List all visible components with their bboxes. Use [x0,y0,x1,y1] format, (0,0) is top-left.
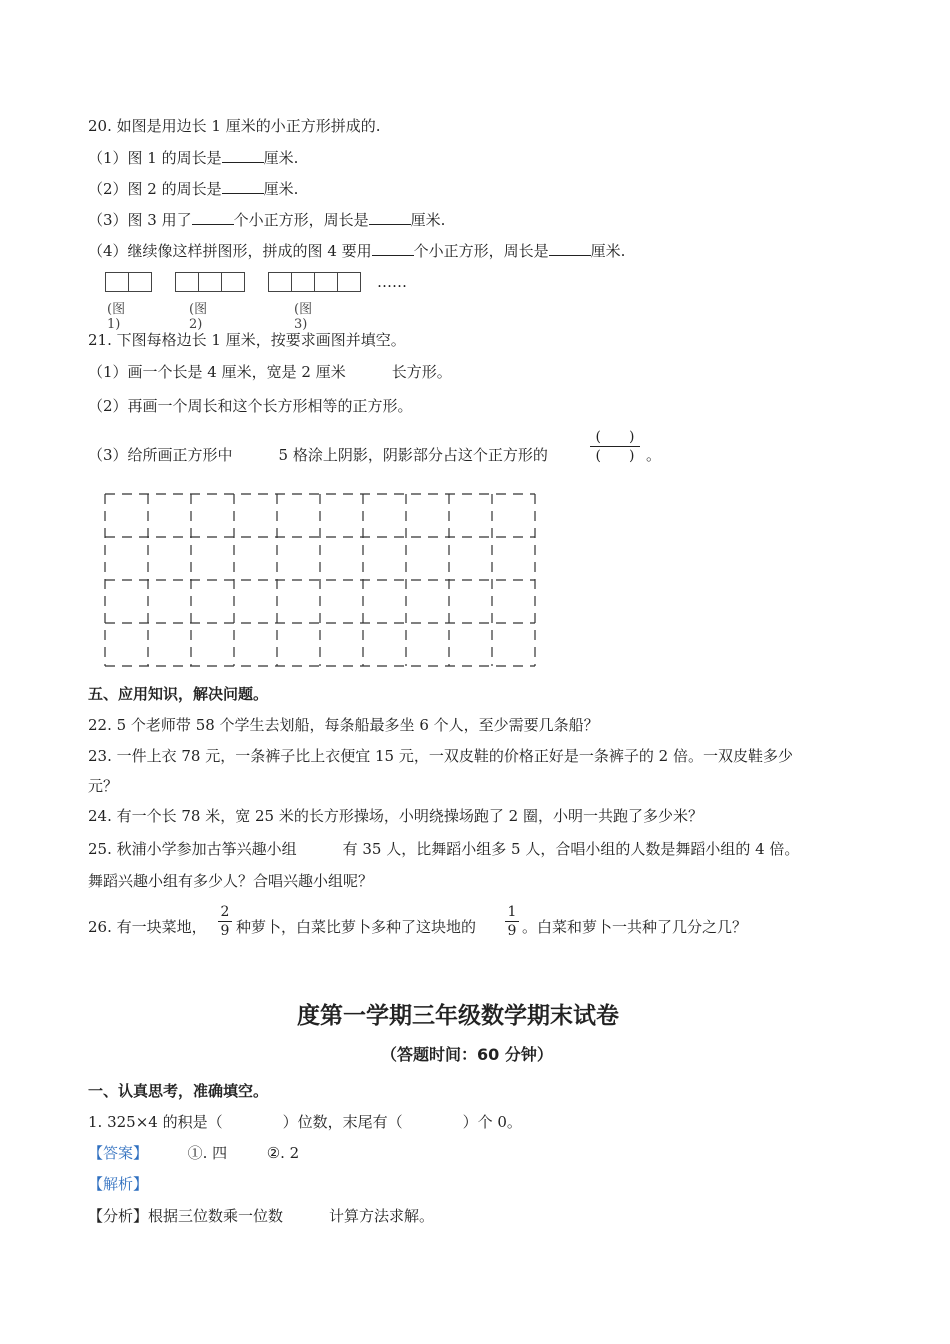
q25-line1: 25. 秋浦小学参加古筝兴趣小组 有 35 人，比舞蹈小组多 5 人，合唱小组的人数是舞蹈小组的 4 倍。 [88,840,800,858]
q23-line2: 元？ [88,777,119,795]
answer-blank[interactable] [369,209,411,225]
fraction-denominator: 9 [220,923,230,939]
fenxi-row: 【分析】根据三位数乘一位数 计算方法求解。 [88,1207,435,1225]
fraction-denominator[interactable]: ( ) [595,448,635,464]
q22: 22. 5 个老师带 58 个学生去划船，每条船最多坐 6 个人，至少需要几条船？ [88,716,599,734]
figure-caption: (图2) [189,302,208,332]
dashed-grid[interactable] [104,493,536,667]
q23-line1: 23. 一件上衣 78 元，一条裤子比上衣便宜 15 元，一双皮鞋的价格正好是一条裤子的 2 倍。一双皮鞋多少 [88,747,793,765]
q21-fraction [590,429,640,464]
fraction-numerator: 2 [220,904,230,920]
answer-2: ②. 2 [266,1144,300,1162]
q26-part-c: 。白菜和萝卜一共种了几分之几？ [522,918,748,936]
fenxi-label: 【分析】 [88,1207,149,1225]
q20-part1: （1）图 1 的周长是 厘米. [88,149,299,167]
q20-part2: （2）图 2 的周长是 厘米. [88,180,299,198]
q21-period: 。 [646,446,662,464]
q1: 1. 325×4 的积是（ ）位数，末尾有（ ）个 0。 [88,1113,522,1131]
answer-blank[interactable] [222,178,264,194]
section-5-heading: 五、应用知识，解决问题。 [88,685,269,703]
fraction-numerator[interactable]: ( ) [595,429,635,445]
q21-part2: （2）再画一个周长和这个长方形相等的正方形。 [88,397,413,415]
q25-line2: 舞蹈兴趣小组有多少人？合唱兴趣小组呢？ [88,872,374,890]
analysis-label: 【解析】 [88,1175,149,1193]
answer-blank[interactable] [192,209,234,225]
answer-label: 【答案】 [88,1144,149,1162]
fraction-1-9 [505,904,519,939]
figure-caption: (图3) [294,302,313,332]
answer-blank[interactable] [222,147,264,163]
q20-stem: 20. 如图是用边长 1 厘米的小正方形拼成的. [88,117,381,135]
section-1-heading: 一、认真思考，准确填空。 [88,1082,269,1100]
fraction-numerator: 1 [507,904,517,920]
answer-row [88,1143,299,1163]
fraction-denominator: 9 [507,923,517,939]
exam-subtitle: （答题时间：60 分钟） [381,1045,553,1064]
q26-part-a: 26. 有一块菜地， [88,918,207,936]
q21-part3: （3）给所画正方形中 5 格涂上阴影，阴影部分占这个正方形的 [88,446,548,464]
answer-blank[interactable] [372,240,414,256]
q21-stem: 21. 下图每格边长 1 厘米，按要求画图并填空。 [88,331,406,349]
exam-title: 度第一学期三年级数学期末试卷 [297,1003,619,1029]
answer-blank[interactable] [549,240,591,256]
figure-ellipsis: …… [377,273,407,291]
q20-part4: （4）继续像这样拼图形，拼成的图 4 要用 个小正方形，周长是 厘米. [88,242,626,260]
q20-part3: （3）图 3 用了 个小正方形，周长是 厘米. [88,211,446,229]
q24: 24. 有一个长 78 米，宽 25 米的长方形操场，小明绕操场跑了 2 圈，小明一共跑了多少米？ [88,807,703,825]
answer-1: ①. 四 [187,1144,228,1162]
q21-part1: （1）画一个长是 4 厘米，宽是 2 厘米 长方形。 [88,363,452,381]
fraction-2-9 [218,904,232,939]
q26-part-b: 种萝卜，白菜比萝卜多种了这块地的 [236,918,477,936]
figure-caption: (图1) [107,302,126,332]
